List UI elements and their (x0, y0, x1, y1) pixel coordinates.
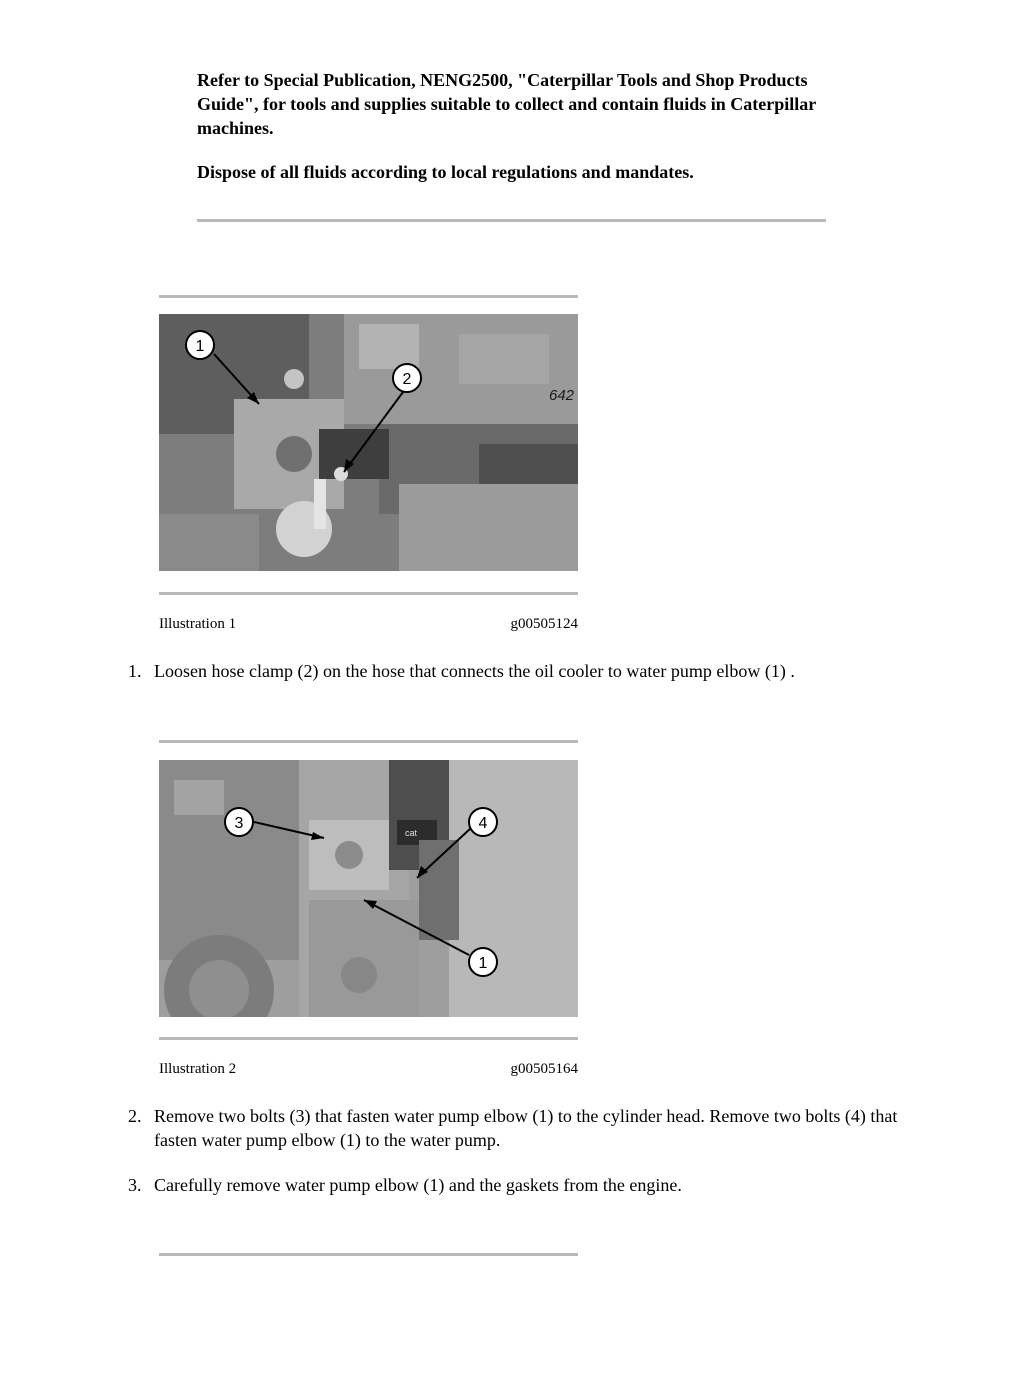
engine-stamp: 642 (549, 387, 575, 404)
illustration-3-top-rule (159, 1253, 578, 1256)
illustration-2-top-rule (159, 740, 578, 743)
step-2-text: Remove two bolts (3) that fasten water pump elbow (1) to the cylinder head. Remove two bolts (4) that fasten water pump elbow (1) to the water pump. (154, 1106, 898, 1150)
illustration-2-label: Illustration 2 (159, 1061, 237, 1077)
illustration-1-top-rule (159, 295, 578, 298)
step-2-number: 2. (128, 1106, 142, 1126)
step-3 (128, 1173, 918, 1197)
illustration-2-photo (159, 760, 578, 1017)
filter-stamp: cat (405, 828, 418, 838)
illustration-1-label: Illustration 1 (159, 616, 237, 632)
notice-paragraph-dispose: Dispose of all fluids according to local regulations and mandates. (197, 162, 694, 182)
notice-paragraph-tools: Refer to Special Publication, NENG2500, "Caterpillar Tools and Shop Products Guide", for tools and supplies suitable to collect and contain fluids in Caterpillar machines. (197, 70, 816, 138)
engine-photo-2 (159, 760, 578, 1017)
callout-1: 1 (195, 338, 205, 355)
notice-divider (197, 219, 826, 222)
illustration-2-caption (159, 1060, 578, 1078)
callout-2: 2 (402, 371, 412, 388)
step-1-text: Loosen hose clamp (2) on the hose that connects the oil cooler to water pump elbow (1) . (154, 661, 795, 681)
illustration-1-bottom-rule (159, 592, 578, 595)
engine-photo-1 (159, 314, 578, 571)
illustration-1-code: g00505124 (510, 616, 578, 632)
step-3-number: 3. (128, 1175, 142, 1195)
notice-block (197, 68, 837, 204)
callout-4: 4 (478, 815, 488, 832)
callout-3: 3 (234, 815, 244, 832)
illustration-1-photo (159, 314, 578, 571)
callout-1: 1 (478, 955, 488, 972)
illustration-2-code: g00505164 (510, 1061, 578, 1077)
illustration-2-bottom-rule (159, 1037, 578, 1040)
step-1 (128, 659, 918, 683)
illustration-1-caption (159, 615, 578, 633)
step-1-number: 1. (128, 661, 142, 681)
step-3-text: Carefully remove water pump elbow (1) and the gaskets from the engine. (154, 1175, 682, 1195)
step-2 (128, 1104, 918, 1152)
